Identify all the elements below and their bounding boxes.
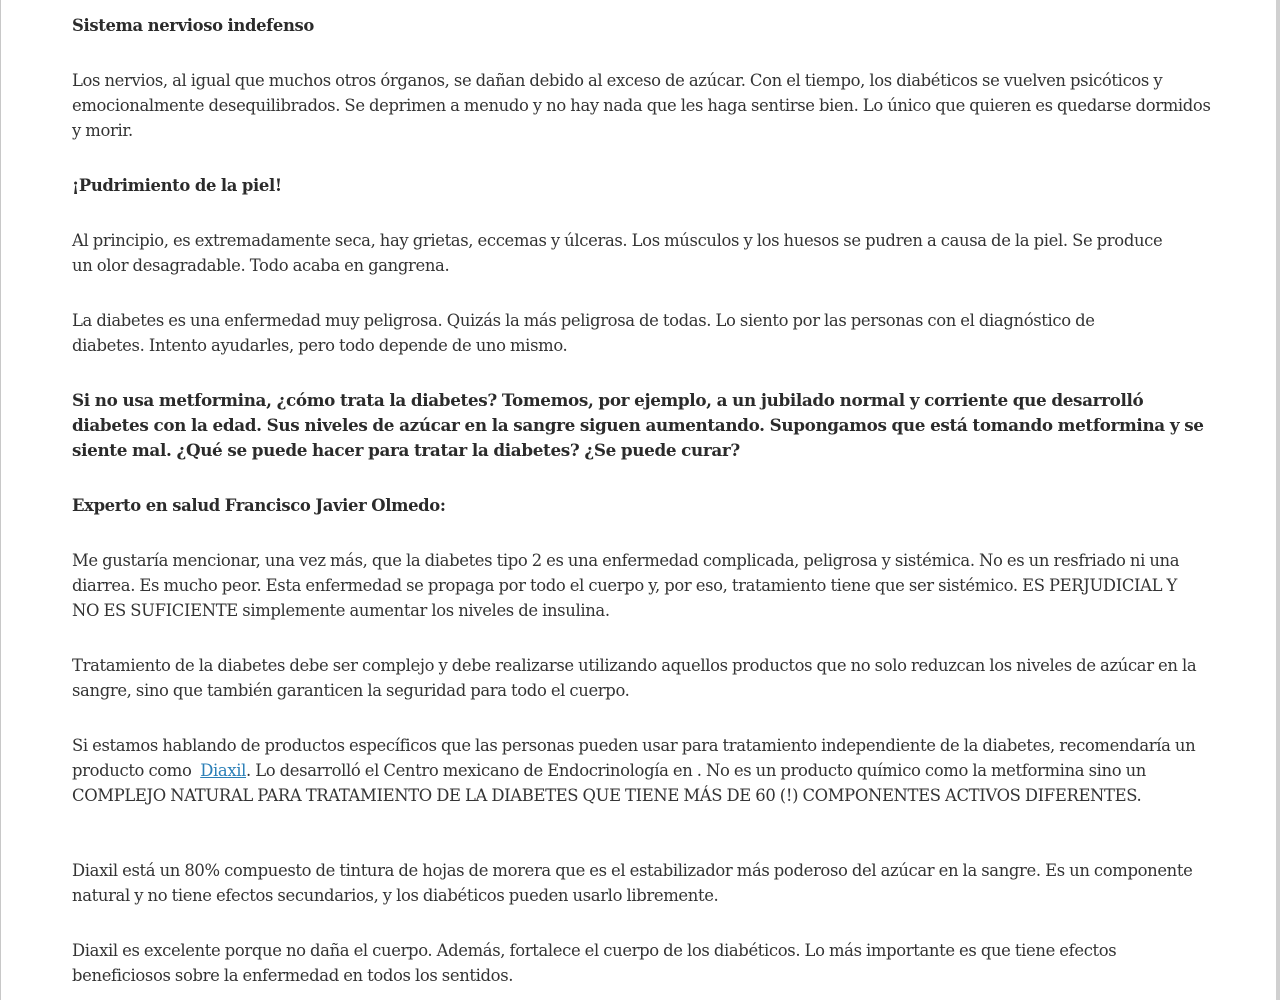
expert-label: Experto en salud Francisco Javier Olmedo:	[72, 496, 446, 515]
product-text-before: Si estamos hablando de productos específicos que las personas pueden usar para tratamiento independiente de la diabetes, recomendaría un producto como	[72, 736, 1200, 780]
product-text-after: . Lo desarrolló el Centro mexicano de Endocrinología en . No es un producto químico como la metformina sino un COMPLEJO NATURAL PARA TRATAMIENTO DE LA DIABETES QUE TIENE MÁS DE 60 (!) COMPONENTES ACTIVOS DIFERENTES.	[72, 761, 1147, 805]
paragraph-dangerous: La diabetes es una enfermedad muy peligrosa. Quizás la más peligrosa de todas. Lo siento por las personas con el diagnóstico de diabetes. Intento ayudarles, pero todo depende de uno mismo.	[72, 311, 1095, 355]
paragraph-type2: Me gustaría mencionar, una vez más, que la diabetes tipo 2 es una enfermedad complicada, peligrosa y sistémica. No es un resfriado ni una diarrea. Es mucho peor. Esta enfermedad se propaga por todo el cuerpo y, por eso, tratamiento tiene que ser sistémico. ES PERJUDICIAL Y NO ES SUFICIENTE simplemente aumentar los niveles de insulina.	[72, 551, 1180, 620]
paragraph-excellent: Diaxil es excelente porque no daña el cuerpo. Además, fortalece el cuerpo de los diabéticos. Lo más importante es que tiene efectos beneficiosos sobre la enfermedad en todos los sentidos.	[72, 941, 1117, 985]
paragraph-nervous-system: Los nervios, al igual que muchos otros órganos, se dañan debido al exceso de azúcar. Con el tiempo, los diabéticos se vuelven psicóticos y emocionalmente desequilibrados. Se deprimen a menudo y no hay nada que les haga sentirse bien. Lo único que quieren es quedarse dormidos y morir.	[72, 71, 1211, 140]
heading-skin: ¡Pudrimiento de la piel!	[72, 176, 282, 195]
heading-nervous-system: Sistema nervioso indefenso	[72, 16, 314, 35]
diaxil-link[interactable]: Diaxil	[200, 761, 247, 780]
paragraph-skin: Al principio, es extremadamente seca, hay grietas, eccemas y úlceras. Los músculos y los huesos se pudren a causa de la piel. Se produce un olor desagradable. Todo acaba en gangrena.	[72, 231, 1163, 275]
paragraph-treatment: Tratamiento de la diabetes debe ser complejo y debe realizarse utilizando aquellos productos que no solo reduzcan los niveles de azúcar en la sangre, sino que también garanticen la seguridad para todo el cuerpo.	[72, 656, 1197, 700]
question-paragraph: Si no usa metformina, ¿cómo trata la diabetes? Tomemos, por ejemplo, a un jubilado normal y corriente que desarrolló diabetes con la edad. Sus niveles de azúcar en la sangre siguen aumentando. Supongamos que está tomando metformina y se siente mal. ¿Qué se puede hacer para tratar la diabetes? ¿Se puede curar?	[72, 390, 1204, 460]
paragraph-product	[72, 733, 1212, 808]
paragraph-composition: Diaxil está un 80% compuesto de tintura de hojas de morera que es el estabilizador más poderoso del azúcar en la sangre. Es un componente natural y no tiene efectos secundarios, y los diabéticos pueden usarlo libremente.	[72, 861, 1193, 905]
